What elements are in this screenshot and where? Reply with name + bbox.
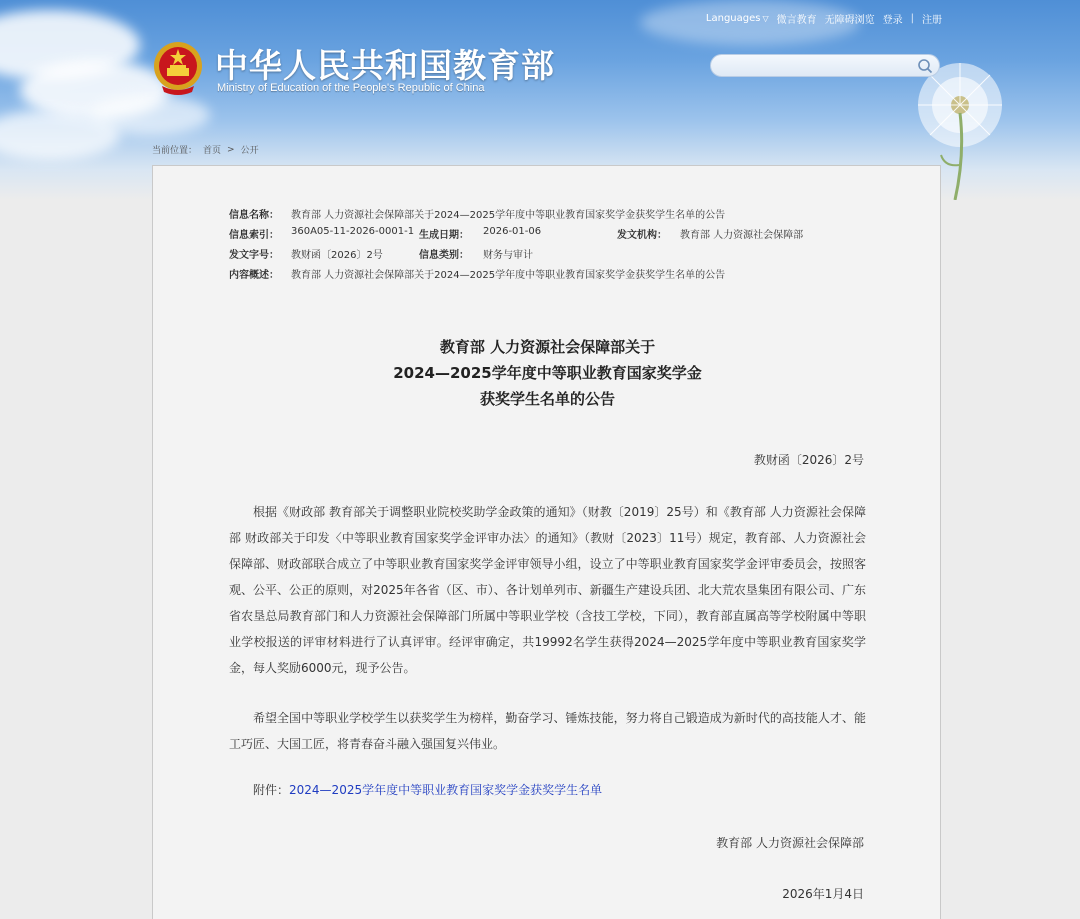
meta-label: 信息类别： [419, 250, 469, 261]
info-meta-table [229, 206, 869, 286]
meta-label: 生成日期： [419, 230, 469, 241]
meta-label: 信息索引： [229, 230, 279, 241]
attachment [253, 781, 602, 798]
meta-row [229, 226, 869, 246]
breadcrumb-home[interactable]: 首页 [203, 146, 222, 156]
meta-row [229, 206, 869, 226]
search-box[interactable] [710, 54, 940, 77]
document-number: 教财函〔2026〕2号 [753, 453, 864, 467]
site-subtitle: Ministry of Education of the People's Republic of China [217, 82, 485, 94]
breadcrumb-current[interactable]: 公开 [240, 146, 259, 156]
weibo-link[interactable]: 微言教育 [776, 15, 817, 26]
meta-label: 发文机构： [617, 230, 667, 241]
national-emblem-icon[interactable] [152, 40, 204, 96]
top-links [706, 11, 942, 26]
meta-row [229, 246, 869, 266]
breadcrumb-separator: > [227, 144, 235, 155]
article-title-line: 2024—2025学年度中等职业教育国家奖学金 [393, 364, 702, 382]
languages-link[interactable]: Languages ▽ [705, 13, 769, 24]
issue-date: 2026年1月4日 [782, 887, 864, 901]
chevron-down-icon: ▽ [762, 14, 769, 23]
cloud-decoration [0, 110, 120, 160]
meta-label: 发文字号： [229, 250, 279, 261]
article-paragraph: 希望全国中等职业学校学生以获奖学生为榜样，勤奋学习、锤炼技能，努力将自己锻造成为新时代的高技能人才、能工巧匠、大国工匠，将青春奋斗融入强国复兴伟业。 [229, 711, 866, 751]
article-title-line: 教育部 人力资源社会保障部关于 [439, 338, 656, 356]
article-title [153, 334, 942, 412]
meta-label: 内容概述： [229, 270, 279, 281]
accessible-browse-link[interactable]: 无障碍浏览 [824, 15, 875, 26]
meta-value: 2026-01-06 [483, 226, 542, 237]
register-link[interactable]: 注册 [922, 15, 942, 26]
meta-value: 教育部 人力资源社会保障部关于2024—2025学年度中等职业教育国家奖学金获奖学生名单的公告 [291, 270, 726, 281]
signature: 教育部 人力资源社会保障部 [716, 836, 864, 850]
article-paragraph: 根据《财政部 教育部关于调整职业院校奖助学金政策的通知》（财教〔2019〕25号）和《教育部 人力资源社会保障部 财政部关于印发〈中等职业教育国家奖学金评审办法〉的通知》（教财〔2023〕11号）规定，教育部、人力资源社会保障部、财政部联合成立了中等职业教育国家奖学金评审领导小组，设立了中等职业教育国家奖学金评审委员会，按照客观、公平、公正的原则，对2025年各省（区、市）、各计划单列市、新疆生产建设兵团、北大荒农垦集团有限公司、广东省农垦总局教育部门和人力资源社会保障部门所属中等职业学校（含技工学校，下同），教育部直属高等学校附属中等职业学校报送的评审材料进行了认真评审。经评审确定，共19992名学生获得2024—2025学年度中等职业教育国家奖学金，每人奖励6000元，现予公告。 [229, 505, 866, 675]
site-title[interactable]: 中华人民共和国教育部 [215, 46, 555, 85]
meta-value: 教育部 人力资源社会保障部 [680, 230, 804, 241]
article-panel [152, 165, 941, 919]
attachment-link[interactable]: 2024—2025学年度中等职业教育国家奖学金获奖学生名单 [289, 783, 603, 797]
meta-row [229, 266, 869, 286]
breadcrumb-label: 当前位置： [152, 146, 198, 156]
search-icon[interactable] [917, 58, 933, 74]
breadcrumb [152, 143, 259, 156]
attachment-label: 附件： [253, 783, 290, 797]
meta-value: 教育部 人力资源社会保障部关于2024—2025学年度中等职业教育国家奖学金获奖学生名单的公告 [291, 210, 726, 221]
meta-label: 信息名称： [229, 210, 279, 221]
meta-value: 财务与审计 [483, 250, 533, 261]
meta-value: 360A05-11-2026-0001-1 [291, 226, 415, 237]
login-link[interactable]: 登录 [882, 15, 903, 26]
article-title-line: 获奖学生名单的公告 [479, 390, 615, 408]
meta-value: 教财函〔2026〕2号 [291, 250, 383, 261]
divider: | [910, 13, 914, 24]
